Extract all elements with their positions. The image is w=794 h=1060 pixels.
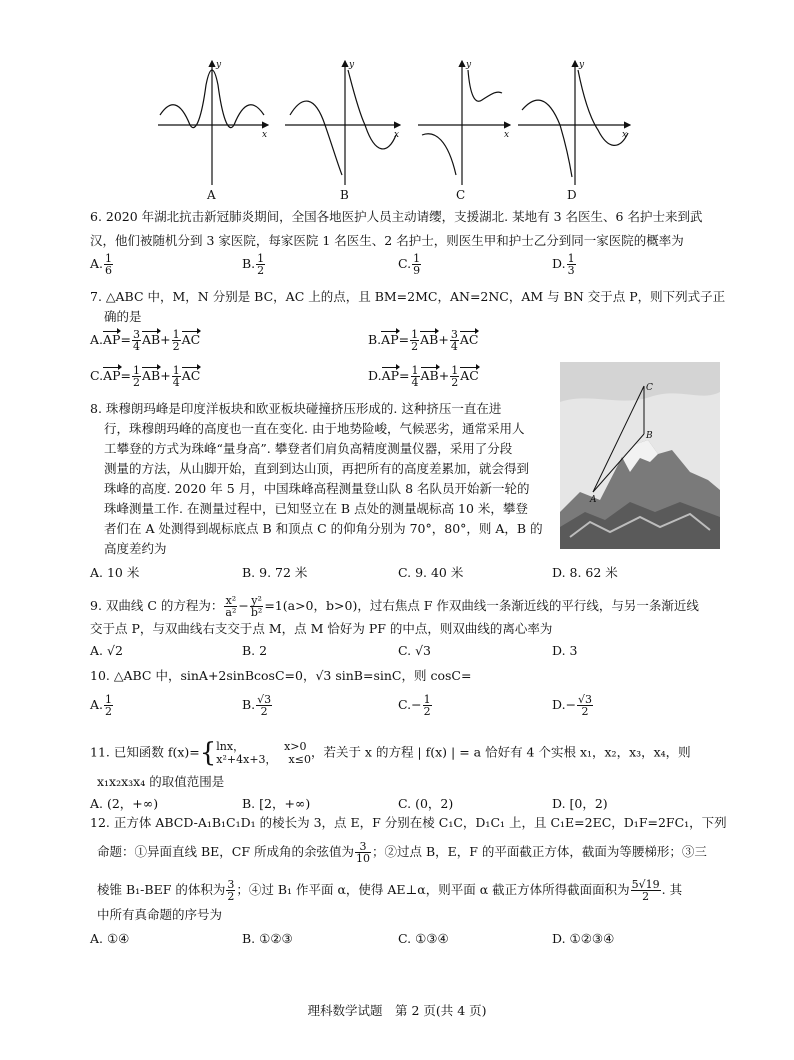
q12-option-b[interactable]: B. ①②③ xyxy=(242,931,293,946)
q8-line3: 工攀登的方式为珠峰“量身高”. 攀登者们肩负高精度测量仪器，采用了分段 xyxy=(104,441,513,456)
q8-option-b[interactable]: B. 9. 72 米 xyxy=(242,565,308,580)
q11-option-b[interactable]: B. [2，+∞) xyxy=(242,796,311,811)
q7-option-b[interactable]: B.AP= $\frac{1}{2}$ AB+ $\frac{3}{4}$ AC xyxy=(368,328,479,353)
q8-line8: 高度差约为 xyxy=(104,541,167,556)
q9-line1: 9. 双曲线 C 的方程为： $\frac{\text{x²}}{\text{a²}}$ − $\frac{\text{y²}}{\text{b²}}$ =1(a>0，b>0)，过右焦点 F 作双曲线一条渐近线的平行线，与另一条渐近线 xyxy=(90,594,699,619)
q11-line2: x₁x₂x₃x₄ 的取值范围是 xyxy=(97,774,225,789)
fig-label-a: A xyxy=(590,495,597,505)
q6-option-c[interactable]: C. $\frac{1}{9}$ xyxy=(398,252,421,277)
graph-label-d: D xyxy=(567,188,577,202)
graph-label-b: B xyxy=(340,188,349,202)
axis-label-y: y xyxy=(216,60,222,70)
graph-a xyxy=(158,61,268,185)
q10-option-c[interactable]: C.− $\frac{1}{2}$ xyxy=(398,693,431,718)
q12-line2: 命题：①异面直线 BE，CF 所成角的余弦值为 $\frac{3}{10}$ ；②过点 B，E，F 的平面截正方体，截面为等腰梯形；③三 xyxy=(97,840,707,865)
fig-label-b: B xyxy=(646,431,653,441)
q9-option-a[interactable]: A. √2 xyxy=(90,643,123,658)
q8-option-d[interactable]: D. 8. 62 米 xyxy=(552,565,618,580)
q12-option-a[interactable]: A. ①④ xyxy=(90,931,130,946)
q10-line: 10. △ABC 中，sinA+2sinBcosC=0，√3 sinB=sinC，则 cosC= xyxy=(90,668,472,683)
graph-label-c: C xyxy=(456,188,466,202)
graph-d xyxy=(518,61,630,185)
q12-line1: 12. 正方体 ABCD-A₁B₁C₁D₁ 的棱长为 3，点 E，F 分别在棱 C₁C，D₁C₁ 上，且 C₁E=2EC，D₁F=2FC₁，下列 xyxy=(90,815,727,830)
q8-line6: 珠峰测量工作. 在测量过程中，已知竖立在 B 点处的测量觇标高 10 米，攀登 xyxy=(104,501,528,516)
q6-option-b[interactable]: B. $\frac{1}{2}$ xyxy=(242,252,265,277)
q9-option-c[interactable]: C. √3 xyxy=(398,643,431,658)
q10-option-b[interactable]: B. $\frac{√3}{2}$ xyxy=(242,693,272,718)
q6-line1: 6. 2020 年湖北抗击新冠肺炎期间，全国各地医护人员主动请缨，支援湖北. 某地有 3 名医生、6 名护士来到武 xyxy=(90,209,703,224)
q7-option-d[interactable]: D.AP= $\frac{1}{4}$ AB+ $\frac{1}{2}$ AC xyxy=(368,364,479,389)
axis-label-y: y xyxy=(349,60,355,70)
q8-option-c[interactable]: C. 9. 40 米 xyxy=(398,565,464,580)
q10-option-d[interactable]: D.− $\frac{√3}{2}$ xyxy=(552,693,593,718)
q8-option-a[interactable]: A. 10 米 xyxy=(90,565,140,580)
q9-option-b[interactable]: B. 2 xyxy=(242,643,268,658)
q8-line4: 测量的方法，从山脚开始，直到到达山顶，再把所有的高度差累加，就会得到 xyxy=(104,461,530,476)
graph-c xyxy=(418,61,510,185)
q6-line2: 汉，他们被随机分到 3 家医院，每家医院 1 名医生、2 名护士，则医生甲和护士乙分到同一家医院的概率为 xyxy=(90,233,684,248)
q11-option-a[interactable]: A. (2，+∞) xyxy=(90,796,159,811)
q8-line1: 8. 珠穆朗玛峰是印度洋板块和欧亚板块碰撞挤压形成的. 这种挤压一直在进 xyxy=(90,401,502,416)
page-footer: 理科数学试题 第 2 页(共 4 页) xyxy=(307,1003,487,1018)
q12-option-c[interactable]: C. ①③④ xyxy=(398,931,449,946)
axis-label-x: x xyxy=(262,130,268,140)
q8-line7: 者们在 A 处测得到觇标底点 B 和顶点 C 的仰角分别为 70°，80°，则 A，B 的 xyxy=(104,521,543,536)
q6-option-a[interactable]: A. $\frac{1}{6}$ xyxy=(90,252,113,277)
q11-line1: 11. 已知函数 f(x)={ lnx， x>0 x²+4x+3， x≤0 ，若关于 x 的方程 | f(x) | = a 恰好有 4 个实根 x₁，x₂，x₃，x₄，则 xyxy=(90,738,691,768)
mountain-figure xyxy=(560,362,720,549)
q11-option-d[interactable]: D. [0，2) xyxy=(552,796,608,811)
q8-line2: 行，珠穆朗玛峰的高度也一直在变化. 由于地势险峻，气候恶劣，通常采用人 xyxy=(104,421,525,436)
function-graphs xyxy=(150,55,640,205)
q11-option-c[interactable]: C. (0，2) xyxy=(398,796,454,811)
q12-line3: 棱锥 B₁-BEF 的体积为 $\frac{3}{2}$ ；④过 B₁ 作平面 α，使得 AE⊥α，则平面 α 截正方体所得截面面积为 $\frac{5√19}{2}$ . 其 xyxy=(97,878,683,903)
q8-line5: 珠峰的高度. 2020 年 5 月，中国珠峰高程测量登山队 8 名队员开始新一轮的 xyxy=(104,481,530,496)
q7-option-c[interactable]: C.AP= $\frac{1}{2}$ AB+ $\frac{1}{4}$ AC xyxy=(90,364,201,389)
axis-label-y: y xyxy=(466,60,472,70)
graph-b xyxy=(285,61,400,185)
fig-label-c: C xyxy=(646,383,653,393)
axis-label-x: x xyxy=(504,130,510,140)
q7-line2: 确的是 xyxy=(104,309,142,324)
q7-line1: 7. △ABC 中，M，N 分别是 BC，AC 上的点，且 BM=2MC，AN=2NC，AM 与 BN 交于点 P，则下列式子正 xyxy=(90,289,726,304)
graph-label-a: A xyxy=(207,188,216,202)
axis-label-x: x xyxy=(394,130,400,140)
q9-option-d[interactable]: D. 3 xyxy=(552,643,578,658)
q12-option-d[interactable]: D. ①②③④ xyxy=(552,931,615,946)
q12-line4: 中所有真命题的序号为 xyxy=(97,907,223,922)
q9-line2: 交于点 P，与双曲线右支交于点 M，点 M 恰好为 PF 的中点，则双曲线的离心率为 xyxy=(90,621,553,636)
axis-label-y: y xyxy=(579,60,585,70)
q6-option-d[interactable]: D. $\frac{1}{3}$ xyxy=(552,252,575,277)
q10-option-a[interactable]: A. $\frac{1}{2}$ xyxy=(90,693,113,718)
q7-option-a[interactable]: A.AP= $\frac{3}{4}$ AB+ $\frac{1}{2}$ AC xyxy=(90,328,201,353)
axis-label-x: x xyxy=(622,130,628,140)
